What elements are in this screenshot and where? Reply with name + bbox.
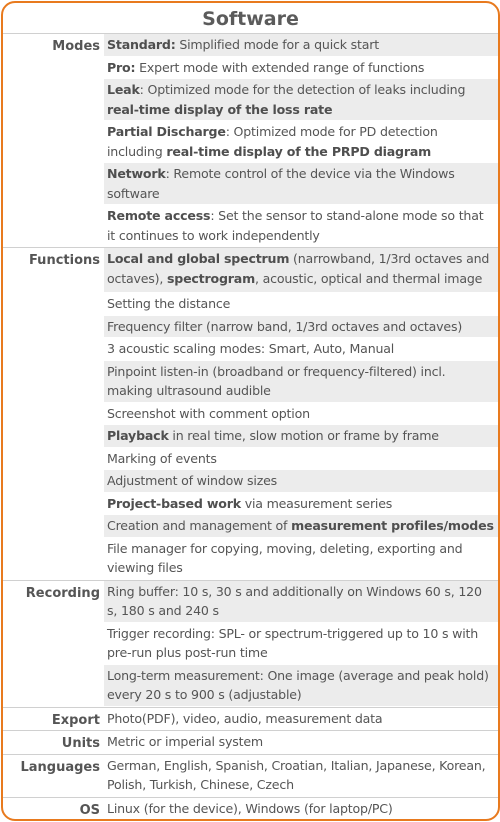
section-recording bbox=[3, 581, 498, 708]
section-items bbox=[104, 248, 498, 580]
spec-item: 3 acoustic scaling modes: Smart, Auto, Manual bbox=[104, 338, 498, 361]
spec-item: File manager for copying, moving, deleting, exporting and viewing files bbox=[104, 538, 498, 580]
section-items bbox=[104, 708, 498, 731]
spec-item: Linux (for the device), Windows (for laptop/PC) bbox=[104, 798, 498, 821]
panel-title: Software bbox=[3, 3, 498, 34]
spec-item: Adjustment of window sizes bbox=[104, 470, 498, 493]
spec-item: Pinpoint listen-in (broadband or frequency-filtered) incl. making ultrasound audible bbox=[104, 361, 498, 403]
section-functions bbox=[3, 248, 498, 581]
spec-item: Playback in real time, slow motion or frame by frame bbox=[104, 425, 498, 448]
emphasis-text: Leak bbox=[107, 82, 140, 97]
spec-sections bbox=[3, 34, 498, 820]
emphasis-text: spectrogram bbox=[166, 270, 256, 286]
section-export bbox=[3, 708, 498, 732]
section-items bbox=[104, 798, 498, 821]
section-label: Recording bbox=[25, 585, 100, 601]
emphasis-text: real-time display of the loss rate bbox=[107, 101, 333, 117]
software-spec-panel bbox=[1, 1, 500, 821]
emphasis-text: measurement profiles/modes bbox=[291, 518, 494, 533]
spec-item: Trigger recording: SPL- or spectrum-triggered up to 10 s with pre-run plus post-run time bbox=[104, 623, 498, 665]
section-items bbox=[104, 34, 498, 247]
spec-item: Leak: Optimized mode for the detection of leaks including real-time display of the loss rate bbox=[104, 79, 498, 121]
section-label: Units bbox=[61, 736, 100, 751]
section-units bbox=[3, 731, 498, 755]
spec-item: Long-term measurement: One image (average and peak hold) every 20 s to 900 s (adjustable) bbox=[104, 665, 498, 707]
emphasis-text: Remote access bbox=[107, 208, 211, 223]
section-label: OS bbox=[79, 802, 100, 818]
spec-item: Marking of events bbox=[104, 448, 498, 471]
section-os bbox=[3, 798, 498, 821]
emphasis-text: Network bbox=[107, 166, 166, 181]
section-label: Export bbox=[51, 712, 100, 728]
spec-item: Project-based work via measurement series bbox=[104, 493, 498, 516]
spec-item: Frequency filter (narrow band, 1/3rd octaves and octaves) bbox=[104, 316, 498, 339]
spec-item: Creation and management of measurement profiles/modes bbox=[104, 515, 498, 538]
emphasis-text: Pro: bbox=[107, 59, 136, 75]
emphasis-text: Partial Discharge bbox=[107, 124, 226, 139]
section-items bbox=[104, 755, 498, 797]
spec-item: Pro: Expert mode with extended range of functions bbox=[104, 57, 498, 80]
spec-item: Remote access: Set the sensor to stand-alone mode so that it continues to work independently bbox=[104, 205, 498, 247]
emphasis-text: Project-based work bbox=[107, 495, 241, 511]
spec-item: Photo(PDF), video, audio, measurement data bbox=[104, 708, 498, 731]
section-modes bbox=[3, 34, 498, 248]
emphasis-text: Local and global spectrum bbox=[107, 251, 290, 266]
section-label: Functions bbox=[28, 253, 100, 268]
section-label: Modes bbox=[52, 39, 100, 54]
spec-item: German, English, Spanish, Croatian, Italian, Japanese, Korean, Polish, Turkish, Chinese, Czech bbox=[104, 755, 498, 797]
emphasis-text: Playback bbox=[107, 428, 169, 443]
spec-item: Network: Remote control of the device via the Windows software bbox=[104, 163, 498, 205]
spec-item: Standard: Simplified mode for a quick start bbox=[104, 34, 498, 57]
spec-item: Setting the distance bbox=[104, 293, 498, 316]
section-languages bbox=[3, 755, 498, 798]
spec-item: Ring buffer: 10 s, 30 s and additionally on Windows 60 s, 120 s, 180 s and 240 s bbox=[104, 581, 498, 623]
section-items bbox=[104, 581, 498, 707]
section-items bbox=[104, 731, 498, 754]
spec-item: Local and global spectrum (narrowband, 1/3rd octaves and octaves), spectrogram, acoustic, optical and thermal image bbox=[104, 248, 498, 293]
spec-item: Screenshot with comment option bbox=[104, 403, 498, 426]
emphasis-text: Standard: bbox=[107, 37, 176, 52]
emphasis-text: real-time display of the PRPD diagram bbox=[166, 143, 432, 159]
section-label: Languages bbox=[20, 759, 100, 775]
spec-item: Metric or imperial system bbox=[104, 731, 498, 754]
spec-item: Partial Discharge: Optimized mode for PD detection including real-time display of the PRPD diagram bbox=[104, 121, 498, 163]
